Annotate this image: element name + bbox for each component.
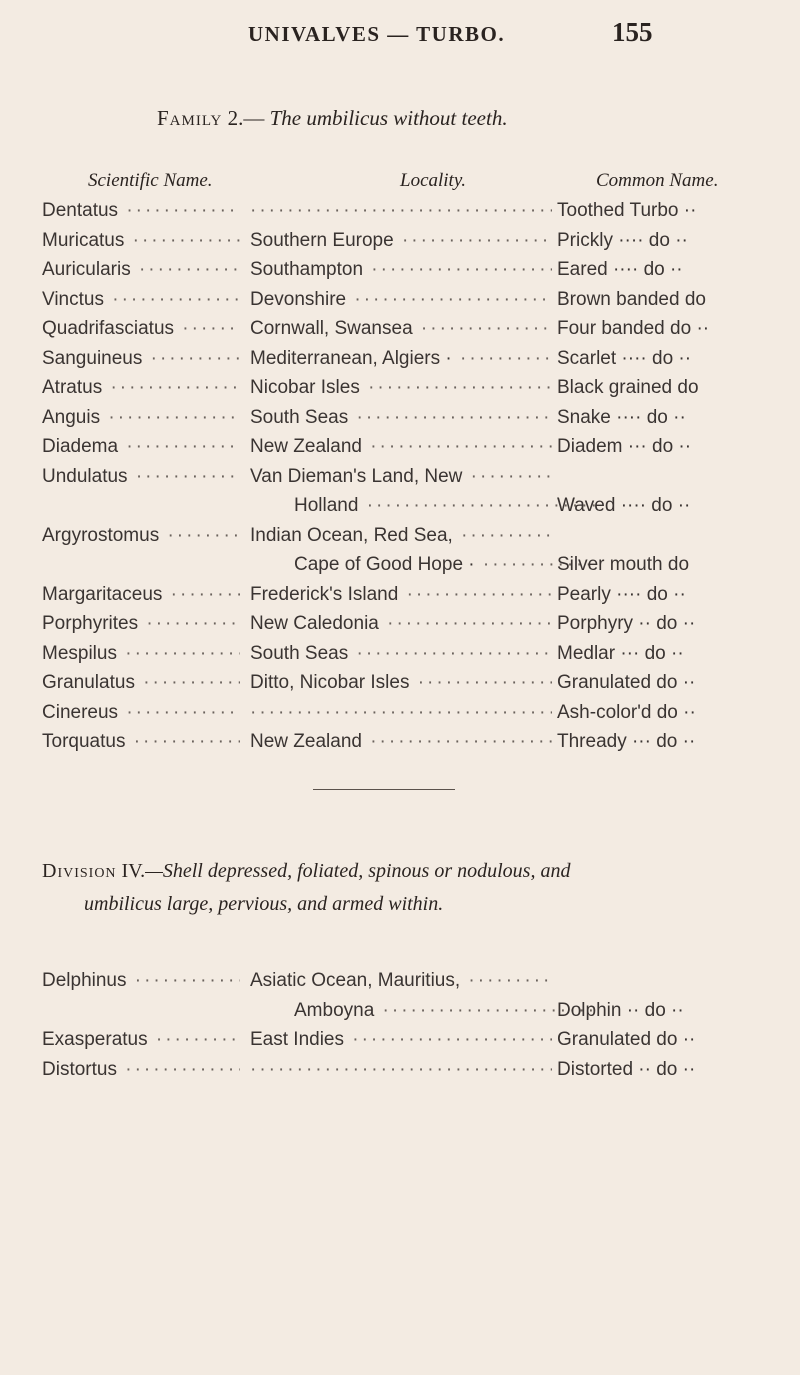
table-row — [0, 259, 800, 285]
common-name: Granulated do ·· — [557, 1029, 696, 1050]
locality: New Zealand ····· — [250, 731, 552, 753]
page-number: 155 — [612, 17, 653, 47]
common-name: Four banded do ·· — [557, 318, 710, 339]
scientific-name: Sanguineus ····· — [42, 348, 240, 370]
locality — [250, 1059, 552, 1081]
common-name: Medlar ··· do ·· — [557, 642, 684, 664]
common-name: Brown banded do — [557, 288, 706, 310]
table-row — [0, 407, 800, 433]
locality: Indian Ocean, Red Sea, ····· — [250, 525, 552, 547]
common-name: Diadem ··· do ·· — [557, 436, 692, 457]
table-row — [0, 643, 800, 669]
running-head: UNIVALVES — TURBO. — [248, 22, 506, 46]
locality: Van Dieman's Land, New ····· — [250, 466, 552, 488]
locality: New Caledonia ····· — [250, 613, 552, 635]
common-name: Porphyry ·· do ·· — [557, 613, 696, 634]
locality — [250, 200, 552, 222]
column-header-common: Common Name. — [596, 170, 719, 191]
scientific-name: Muricatus ····· — [42, 230, 240, 252]
column-header-scientific: Scientific Name. — [88, 170, 213, 191]
scientific-name: Vinctus ····· — [42, 289, 240, 311]
table-row — [0, 584, 800, 610]
common-name: Toothed Turbo ·· — [557, 200, 697, 221]
scientific-name: Dentatus ····· — [42, 200, 240, 222]
scientific-name: Delphinus ····· — [42, 970, 240, 992]
table-row — [0, 318, 800, 344]
scientific-name: Exasperatus ····· — [42, 1029, 240, 1051]
locality: Asiatic Ocean, Mauritius, ····· — [250, 970, 552, 992]
locality: Ditto, Nicobar Isles ····· — [250, 672, 552, 694]
locality: South Seas ····· — [250, 643, 552, 665]
scientific-name: Atratus ····· — [42, 377, 240, 399]
division-text-line2: umbilicus large, pervious, and armed within. — [84, 893, 444, 915]
common-name: Scarlet ···· do ·· — [557, 347, 692, 369]
scientific-name: Auricularis ····· — [42, 259, 240, 281]
common-name: Ash-color'd do ·· — [557, 701, 696, 723]
scientific-name: Cinereus ····· — [42, 702, 240, 724]
locality: Cape of Good Hope · ····· — [250, 554, 596, 576]
scientific-name: Porphyrites ····· — [42, 613, 240, 635]
family-heading — [157, 106, 508, 131]
table-row — [0, 200, 800, 226]
common-name: Thready ··· do ·· — [557, 731, 696, 752]
locality: Frederick's Island ····· — [250, 584, 552, 606]
table-row — [0, 436, 800, 462]
common-name: Distorted ·· do ·· — [557, 1058, 696, 1080]
table-row — [0, 377, 800, 403]
table-row — [0, 554, 800, 580]
division-heading — [42, 855, 762, 921]
common-name: Granulated do ·· — [557, 672, 696, 693]
table-row — [0, 731, 800, 757]
locality: New Zealand ····· — [250, 436, 552, 458]
division-number: IV. — [121, 860, 146, 882]
scientific-name: Undulatus ····· — [42, 466, 240, 488]
table-row — [0, 1000, 800, 1026]
common-name: Dolphin ·· do ·· — [557, 999, 684, 1021]
table-row — [0, 230, 800, 256]
locality: Holland ····· — [250, 495, 596, 517]
locality: East Indies ····· — [250, 1029, 552, 1051]
common-name: Waved ···· do ·· — [557, 495, 691, 516]
division-label: Division — [42, 860, 117, 882]
scientific-name: Anguis ····· — [42, 407, 240, 429]
locality: Nicobar Isles ····· — [250, 377, 552, 399]
table-row — [0, 348, 800, 374]
common-name: Prickly ···· do ·· — [557, 229, 688, 251]
locality: South Seas ····· — [250, 407, 552, 429]
scientific-name: Diadema ····· — [42, 436, 240, 458]
locality: Southern Europe ····· — [250, 230, 552, 252]
table-row — [0, 1029, 800, 1055]
locality: Mediterranean, Algiers · ····· — [250, 348, 552, 370]
locality: Amboyna ····· — [250, 1000, 596, 1022]
locality: Southampton ····· — [250, 259, 552, 281]
scientific-name: Argyrostomus ····· — [42, 525, 240, 547]
family-label: Family — [157, 106, 223, 130]
table-row — [0, 466, 800, 492]
table-row — [0, 495, 800, 521]
table-row — [0, 702, 800, 728]
scientific-name: Granulatus ····· — [42, 672, 240, 694]
locality — [250, 702, 552, 724]
common-name: Black grained do — [557, 377, 699, 398]
family-number: 2.— — [227, 106, 265, 130]
scientific-name: Quadrifasciatus ····· — [42, 318, 240, 340]
locality: Devonshire ····· — [250, 289, 552, 311]
family-title: The umbilicus without teeth. — [269, 106, 508, 130]
common-name: Silver mouth do — [557, 554, 690, 575]
scientific-name: Torquatus ····· — [42, 731, 240, 753]
table-row — [0, 613, 800, 639]
table-row — [0, 970, 800, 996]
common-name: Pearly ···· do ·· — [557, 583, 686, 605]
column-header-locality: Locality. — [400, 170, 466, 191]
table-row — [0, 672, 800, 698]
scientific-name: Distortus ····· — [42, 1059, 240, 1081]
common-name: Eared ···· do ·· — [557, 259, 683, 280]
section-divider — [313, 789, 455, 790]
division-text-line1: —Shell depressed, foliated, spinous or nodulous, and — [145, 860, 571, 882]
scientific-name: Margaritaceus ····· — [42, 584, 240, 606]
scientific-name: Mespilus ····· — [42, 643, 240, 665]
locality: Cornwall, Swansea ····· — [250, 318, 552, 340]
common-name: Snake ···· do ·· — [557, 406, 686, 428]
table-row — [0, 289, 800, 315]
table-row — [0, 525, 800, 551]
table-row — [0, 1059, 800, 1085]
